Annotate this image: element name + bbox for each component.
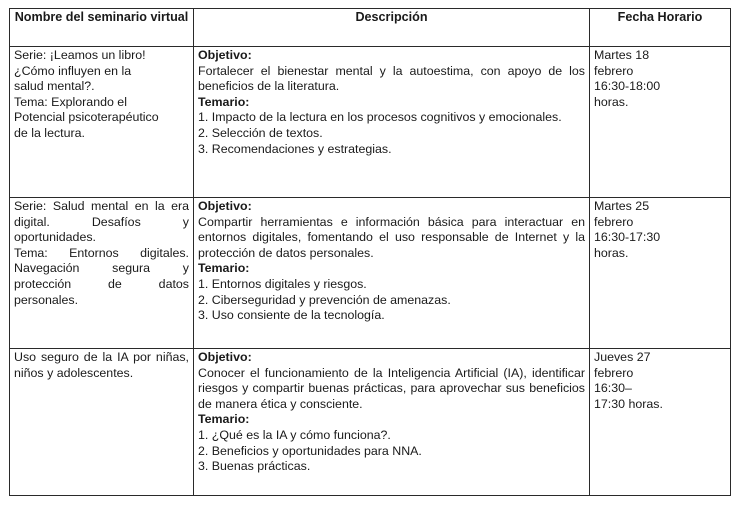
date-line: Martes 18 [594,48,650,62]
topic-item: 2. Ciberseguridad y prevención de amenazas. [198,292,451,307]
table-row [10,47,731,198]
seminar-name-line: Tema: Explorando el [14,94,127,109]
description-cell [194,349,590,496]
time-line: 16:30-18:00 [594,79,661,94]
seminar-name-line: de la lectura. [14,125,85,140]
description-cell [194,47,590,198]
objective-label: Objetivo: [198,199,252,213]
topic-item: 3. Uso consiente de la tecnología. [198,308,385,323]
temario-label: Temario: [198,412,250,427]
objective-label: Objetivo: [198,48,252,62]
seminar-name-cell [10,349,194,496]
date-line: febrero [594,365,634,380]
topic-item: 3. Buenas prácticas. [198,459,311,474]
topic-item: 1. ¿Qué es la IA y cómo funciona?. [198,427,391,442]
seminar-name-line: Uso seguro de la IA por niñas, niños y adolescentes. [14,350,189,380]
table-row [10,198,731,349]
objective-text: Fortalecer el bienestar mental y la autoestima, con apoyo de los beneficios de la literatura. [198,63,585,94]
topic-item: 3. Recomendaciones y estrategias. [198,141,392,156]
time-line: 16:30-17:30 [594,230,661,245]
description-cell [194,198,590,349]
seminar-schedule-table [9,8,731,496]
topic-item: 1. Entornos digitales y riesgos. [198,276,367,291]
seminar-name-line: Potencial psicoterapéutico [14,110,159,125]
time-line: 16:30– [594,381,632,396]
topic-list [198,428,585,475]
date-line: Martes 25 [594,199,650,213]
date-time-cell [590,198,731,349]
objective-label: Objetivo: [198,350,252,364]
seminar-name-line: ¿Cómo influyen en la [14,63,132,78]
topic-list [198,277,585,324]
header-seminar-name: Nombre del seminario virtual [10,9,194,47]
seminar-name-line: Tema: Entornos digitales. Navegación segura y protección de datos personales. [14,245,189,307]
temario-label: Temario: [198,94,250,109]
date-line: febrero [594,214,634,229]
seminar-name-cell [10,47,194,198]
topic-list [198,110,585,157]
date-line: Jueves 27 [594,350,651,364]
temario-label: Temario: [198,261,250,276]
table-row [10,349,731,496]
time-line: horas. [594,245,629,260]
topic-item: 2. Beneficios y oportunidades para NNA. [198,443,422,458]
seminar-name-line: Serie: ¡Leamos un libro! [14,48,146,62]
date-line: febrero [594,63,634,78]
seminar-name-line: Serie: Salud mental en la era digital. Desafíos y oportunidades. [14,199,189,245]
seminar-name-line: salud mental?. [14,79,95,94]
topic-item: 2. Selección de textos. [198,125,323,140]
header-description: Descripción [194,9,590,47]
topic-item: 1. Impacto de la lectura en los procesos cognitivos y emocionales. [198,110,562,125]
time-line: horas. [594,94,629,109]
table-header-row [10,9,731,47]
date-time-cell [590,47,731,198]
objective-text: Conocer el funcionamiento de la Inteligencia Artificial (IA), identificar riesgos y compartir buenas prácticas, para aprovechar sus beneficios de manera ética y consciente. [198,365,585,411]
date-time-cell [590,349,731,496]
objective-text: Compartir herramientas e información básica para interactuar en entornos digitales, fomentando el uso responsable de Internet y la protección de datos personales. [198,214,585,260]
header-date-time: Fecha Horario [590,9,731,47]
seminar-name-cell [10,198,194,349]
time-line: 17:30 horas. [594,396,663,411]
